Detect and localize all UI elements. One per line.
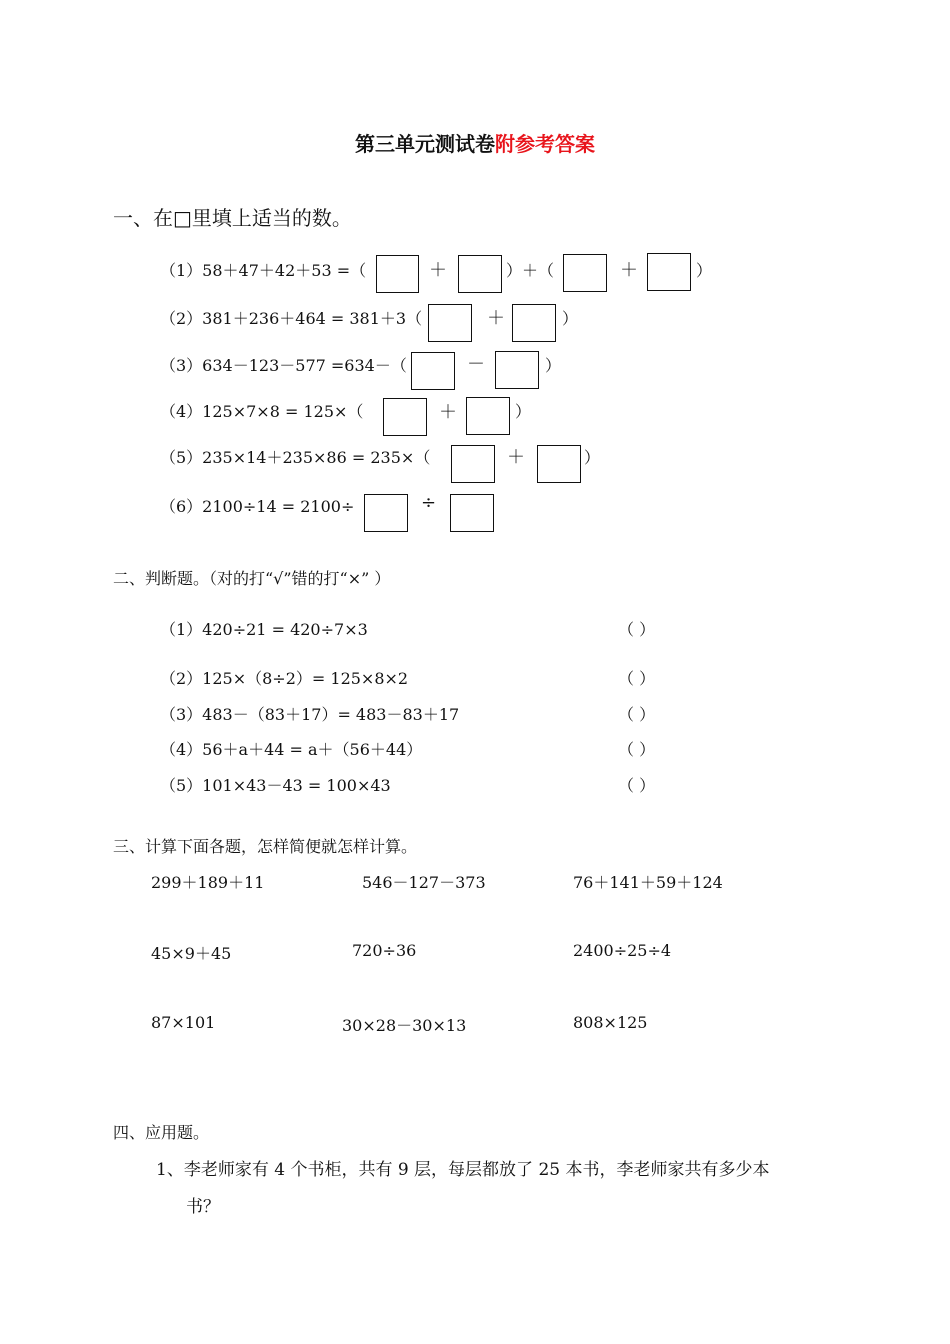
answer-box[interactable] (563, 254, 607, 292)
page-title (0, 128, 950, 157)
answer-box[interactable] (466, 397, 510, 435)
paren-close: ） (696, 261, 713, 280)
answer-box[interactable] (411, 352, 455, 390)
answer-box[interactable] (458, 255, 502, 293)
answer-box[interactable] (495, 351, 539, 389)
answer-box[interactable] (376, 255, 419, 293)
answer-box[interactable] (364, 494, 408, 532)
judge-statement: （1）420÷21 = 420÷7×3 (160, 620, 368, 639)
calc-problem: 546－127－373 (362, 873, 486, 892)
paren-close: ） (545, 356, 562, 375)
title-highlight: 附参考答案 (495, 132, 595, 156)
judge-statement: （4）56＋a＋44 = a＋（56＋44） (160, 740, 423, 759)
calc-problem: 720÷36 (352, 941, 417, 960)
calc-problem: 87×101 (151, 1013, 216, 1032)
section4-heading: 四、应用题。 (113, 1123, 210, 1142)
section2-heading: 二、判断题。（对的打“√”错的打“×” ） (113, 569, 391, 588)
answer-box[interactable] (647, 253, 691, 291)
calc-problem: 299＋189＋11 (151, 873, 265, 892)
judge-statement: （2）125×（8÷2）= 125×8×2 (160, 669, 409, 688)
plus-sign: ＋ (429, 260, 447, 281)
title-main: 第三单元测试卷 (355, 132, 495, 156)
answer-blank[interactable]: （ ） (618, 620, 656, 639)
plus-sign: ＋ (507, 447, 525, 468)
calc-problem: 2400÷25÷4 (573, 941, 672, 960)
answer-box[interactable] (512, 304, 556, 342)
paren-close: ） (515, 402, 532, 421)
answer-box[interactable] (537, 445, 581, 483)
item-label: （2）381＋236＋464 = 381＋3（ (160, 309, 423, 328)
answer-box[interactable] (383, 398, 427, 436)
judge-statement: （5）101×43－43 = 100×43 (160, 776, 391, 795)
word-problem-line1: 1、李老师家有 4 个书柜，共有 9 层，每层都放了 25 本书，李老师家共有多少本 (156, 1160, 770, 1180)
section1-heading: 一、在□里填上适当的数。 (113, 206, 352, 230)
item-label: （1）58＋47＋42＋53 =（ (160, 261, 367, 280)
answer-box[interactable] (451, 445, 495, 483)
plus-sign: ＋ (620, 260, 638, 281)
paren-close: ） (562, 309, 579, 328)
item-label: （5）235×14＋235×86 = 235×（ (160, 448, 431, 467)
plus-sign: ＋ (439, 402, 457, 423)
minus-sign: － (467, 354, 485, 375)
answer-blank[interactable]: （ ） (618, 776, 656, 795)
plus-sign: ＋ (487, 308, 505, 329)
answer-blank[interactable]: （ ） (618, 740, 656, 759)
word-problem-line2: 书？ (186, 1197, 220, 1217)
calc-problem: 30×28－30×13 (342, 1016, 467, 1035)
calc-problem: 76＋141＋59＋124 (573, 873, 723, 892)
answer-blank[interactable]: （ ） (618, 669, 656, 688)
item-label: （4）125×7×8 = 125×（ (160, 402, 364, 421)
answer-box[interactable] (450, 494, 494, 532)
judge-statement: （3）483－（83＋17）= 483－83＋17 (160, 705, 460, 724)
answer-blank[interactable]: （ ） (618, 705, 656, 724)
item-label: （3）634－123－577 =634－（ (160, 356, 407, 375)
divide-sign: ÷ (421, 492, 437, 513)
calc-problem: 808×125 (573, 1013, 648, 1032)
calc-problem: 45×9＋45 (151, 944, 232, 963)
paren-close: ） (584, 448, 601, 467)
section3-heading: 三、计算下面各题，怎样简便就怎样计算。 (113, 837, 418, 856)
item-label: （6）2100÷14 = 2100÷ (160, 497, 355, 516)
paren-mid: ）＋（ (506, 261, 555, 280)
answer-box[interactable] (428, 304, 472, 342)
